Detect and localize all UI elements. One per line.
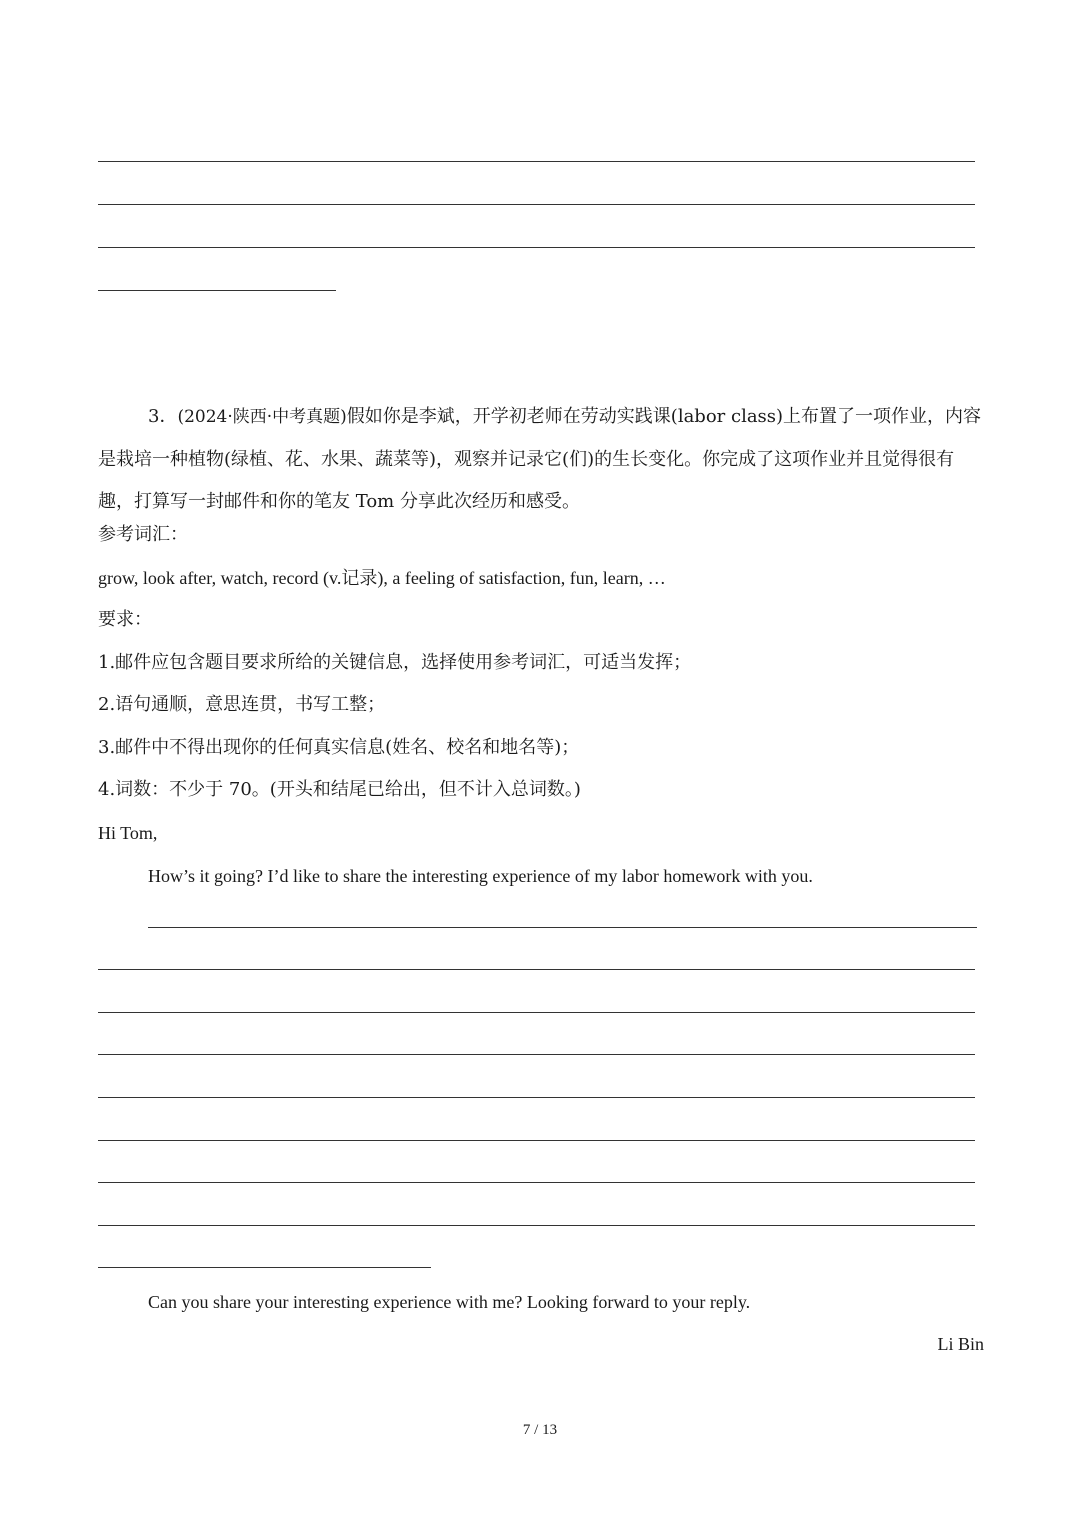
requirement-item: 3.邮件中不得出现你的任何真实信息(姓名、校名和地名等)；: [98, 737, 580, 758]
answer-line[interactable]: [98, 290, 336, 291]
answer-line[interactable]: [98, 247, 975, 248]
letter-opening: How’s it going? I’d like to share the interesting experience of my labor homework with you.: [148, 866, 813, 886]
answer-line[interactable]: [98, 204, 975, 205]
writing-line[interactable]: [98, 1267, 431, 1268]
answer-line[interactable]: [98, 161, 975, 162]
question-prompt: [98, 396, 988, 524]
writing-line[interactable]: [148, 927, 977, 928]
vocab-words: grow, look after, watch, record (v.记录), a feeling of satisfaction, fun, learn, …: [98, 568, 666, 588]
vocab-label: 参考词汇：: [98, 524, 188, 545]
question-source: (2024·陕西·中考真题): [177, 407, 347, 427]
writing-line[interactable]: [98, 1182, 975, 1183]
writing-line[interactable]: [98, 1054, 975, 1055]
writing-line[interactable]: [98, 1140, 975, 1141]
question-text: 假如你是李斌，开学初老师在劳动实践课(labor class)上布置了一项作业，内容是栽培一种植物(绿植、花、水果、蔬菜等)，观察并记录它(们)的生长变化。你完成了这项作业并且觉得很有趣，打算写一封邮件和你的笔友 Tom 分享此次经历和感受。: [98, 406, 982, 512]
writing-line[interactable]: [98, 1097, 975, 1098]
requirement-item: 2.语句通顺，意思连贯，书写工整；: [98, 694, 386, 715]
writing-line[interactable]: [98, 1225, 975, 1226]
letter-closing: Can you share your interesting experience with me? Looking forward to your reply.: [148, 1292, 751, 1312]
writing-line[interactable]: [98, 1012, 975, 1013]
requirements-label: 要求：: [98, 609, 152, 630]
requirement-item: 4.词数：不少于 70。(开头和结尾已给出，但不计入总词数。): [98, 779, 581, 800]
letter-signature: Li Bin: [937, 1334, 984, 1354]
writing-line[interactable]: [98, 969, 975, 970]
page-number: 7 / 13: [522, 1422, 558, 1438]
letter-greeting: Hi Tom,: [98, 823, 158, 843]
requirement-item: 1.邮件应包含题目要求所给的关键信息，选择使用参考词汇，可适当发挥；: [98, 652, 692, 673]
question-number: 3．: [148, 406, 178, 427]
